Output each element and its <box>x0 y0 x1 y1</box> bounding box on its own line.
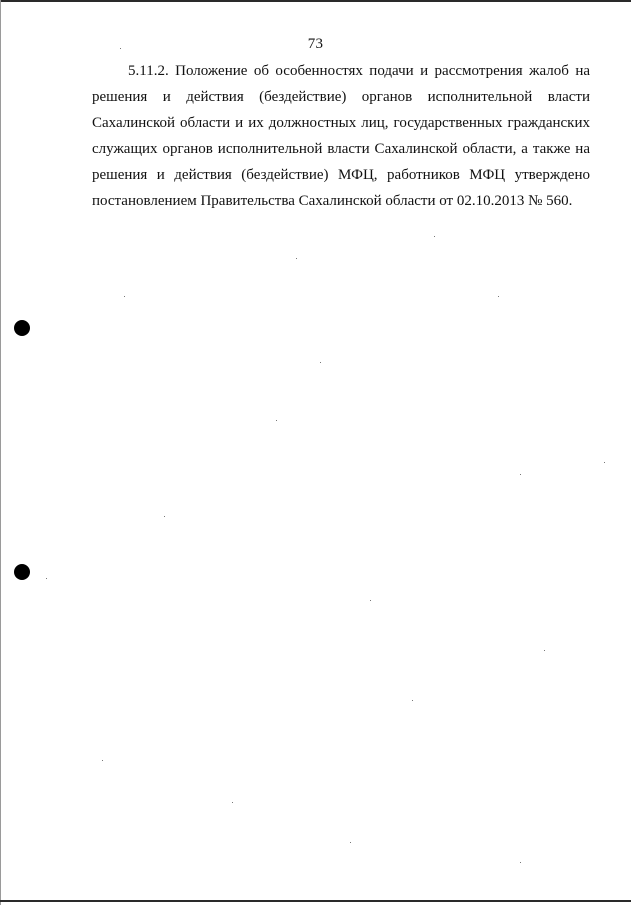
paragraph-line: служащих органов исполнительной власти Сахалинской области, а также на <box>92 141 590 157</box>
scan-speck <box>120 48 121 49</box>
paragraph-5-11-2 <box>92 58 590 214</box>
scan-speck <box>370 600 371 601</box>
scan-speck <box>320 362 321 363</box>
page-left-edge <box>0 0 1 905</box>
scan-speck <box>604 462 605 463</box>
scan-speck <box>412 700 413 701</box>
scan-speck <box>350 842 351 843</box>
paragraph-line: Сахалинской области и их должностных лиц, государственных гражданских <box>92 115 590 131</box>
paragraph-line: решения и действия (бездействие) МФЦ, работников МФЦ утверждено <box>92 167 590 183</box>
scan-speck <box>164 516 165 517</box>
punch-hole <box>14 320 30 336</box>
scan-speck <box>520 474 521 475</box>
page-number: 73 <box>307 36 324 52</box>
scan-speck <box>102 760 103 761</box>
page-bottom-border <box>0 900 631 902</box>
scan-speck <box>232 802 233 803</box>
scan-speck <box>296 258 297 259</box>
paragraph-line: постановлением Правительства Сахалинской области от 02.10.2013 № 560. <box>92 193 573 209</box>
page-top-border <box>0 0 631 2</box>
scan-speck <box>544 650 545 651</box>
punch-hole <box>14 564 30 580</box>
scan-speck <box>276 420 277 421</box>
paragraph-line: решения и действия (бездействие) органов исполнительной власти <box>92 89 590 105</box>
scan-speck <box>46 578 47 579</box>
scan-speck <box>498 296 499 297</box>
scan-speck <box>124 296 125 297</box>
scan-speck <box>434 236 435 237</box>
paragraph-line: 5.11.2. Положение об особенностях подачи и рассмотрения жалоб на <box>128 63 590 79</box>
scan-speck <box>520 862 521 863</box>
